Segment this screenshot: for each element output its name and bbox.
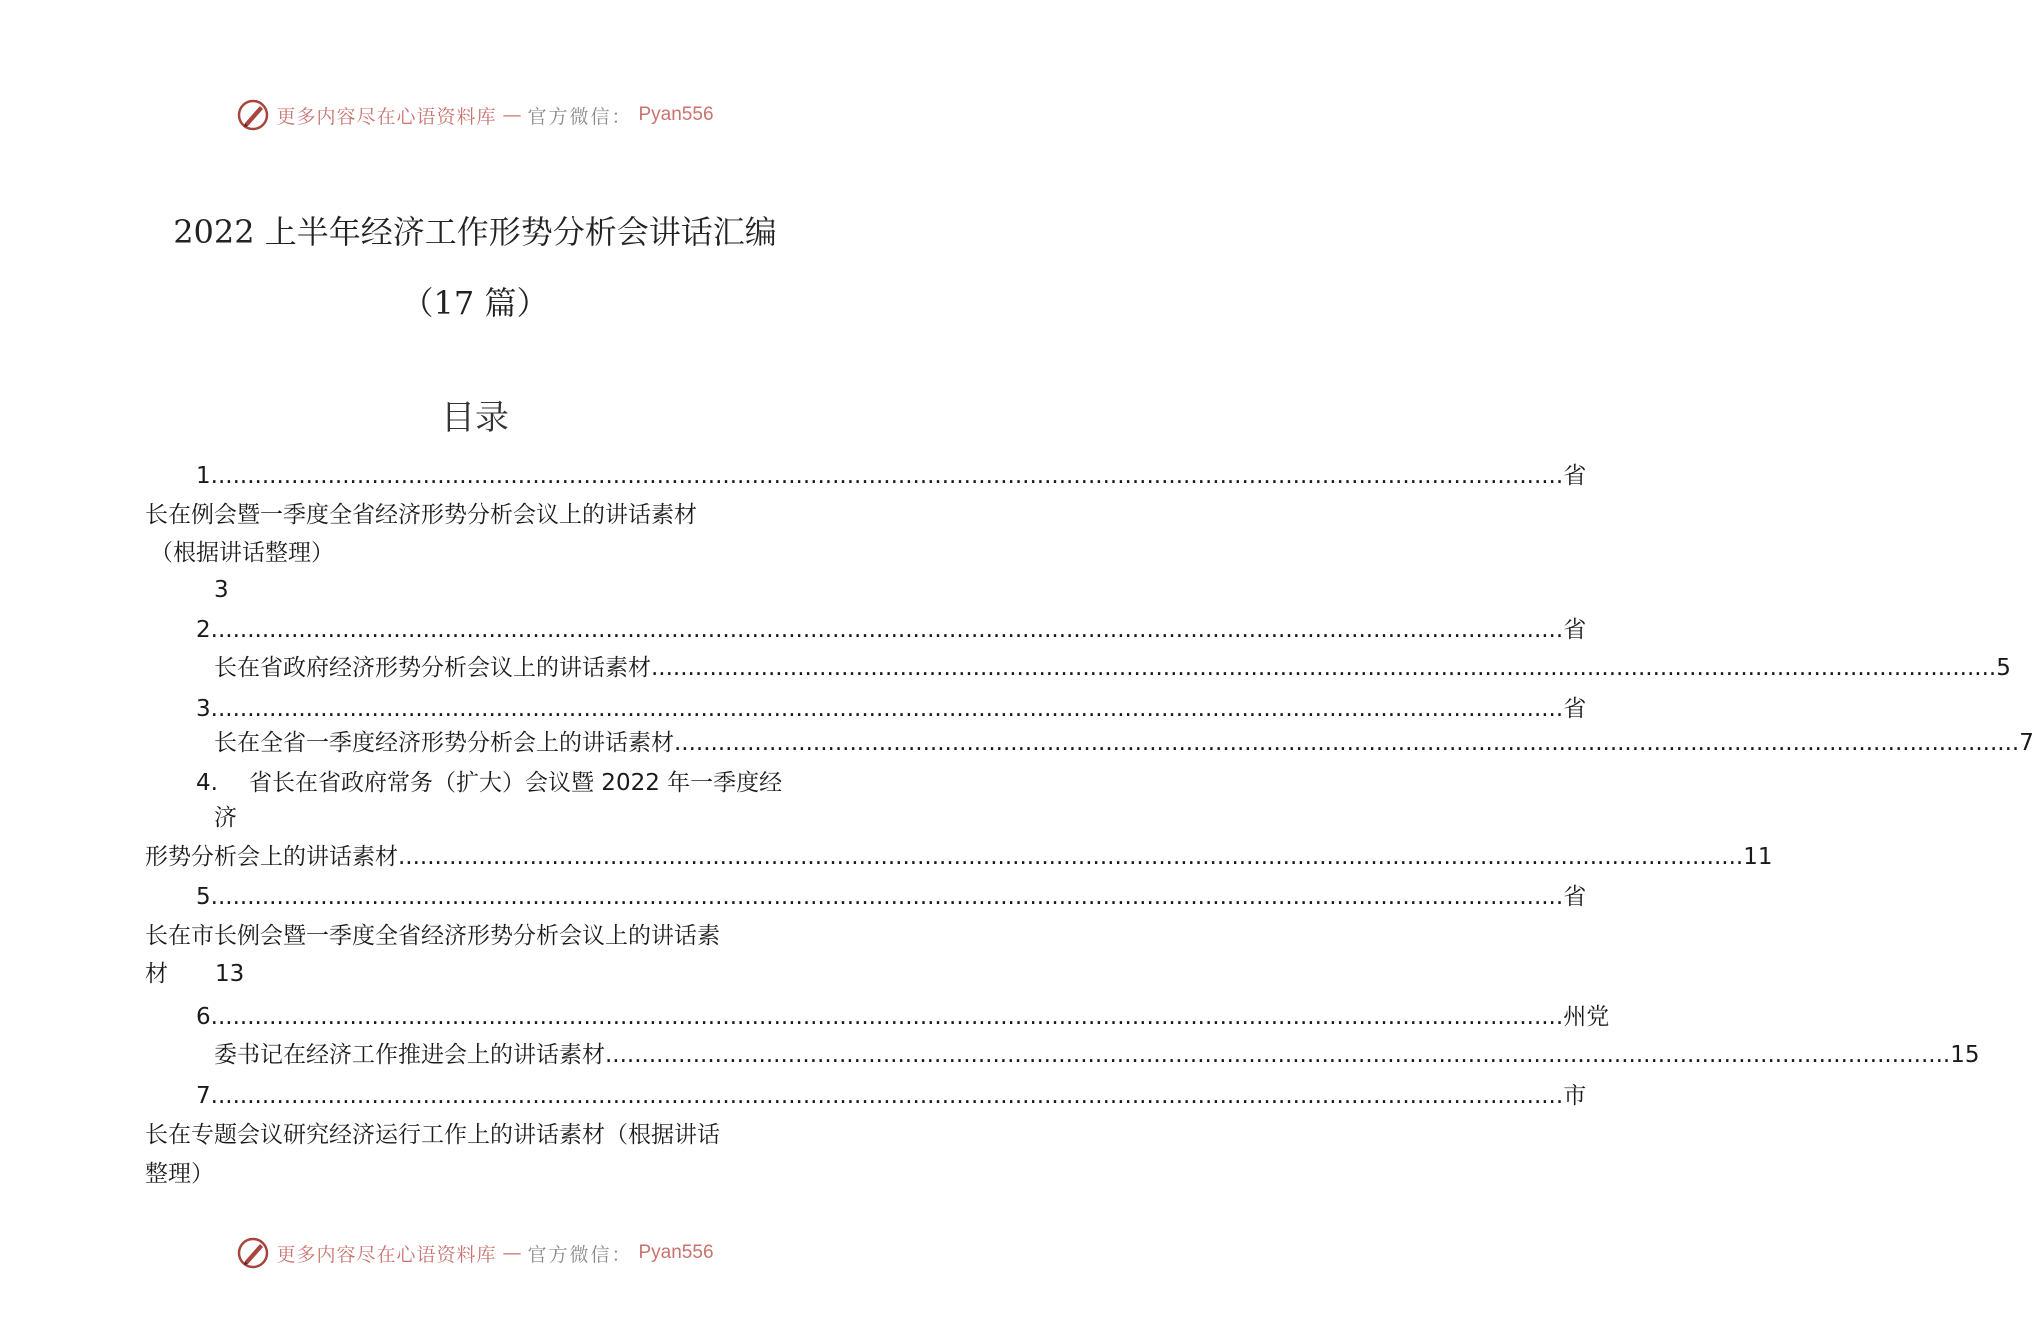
toc-entry-7-dots: ........................................................................................................................................................................................ (217, 1083, 1564, 1109)
toc-entry-6-text: 委书记在经济工作推进会上的讲话素材 (214, 1042, 605, 1068)
toc-entry-3-number: 3. (196, 696, 218, 722)
toc-entry-6-body[interactable] (214, 1040, 1980, 1070)
pen-logo-icon (236, 98, 270, 132)
toc-entry-2-body-dots: ........................................................................................................................................................................................ (651, 655, 1997, 681)
toc-entry-2-page: 5 (1996, 655, 2011, 681)
toc-entry-5-dots: ........................................................................................................................................................................................ (217, 884, 1564, 910)
watermark-banner-bottom (0, 1233, 950, 1273)
toc-entry-1-text[interactable]: 长在例会暨一季度全省经济形势分析会议上的讲话素材 (145, 502, 697, 528)
toc-entry-3-lead[interactable] (196, 694, 1587, 724)
toc-entry-4-body-dots: ........................................................................................................................................................................................ (398, 844, 1744, 870)
toc-entry-1-number: 1. (196, 463, 218, 489)
banner-text: 更多内容尽在心语资料库 (276, 105, 497, 128)
toc-entry-3-tail: 省 (1563, 696, 1587, 722)
toc-entry-1-note: （根据讲话整理） (150, 540, 334, 566)
toc-entry-2-body[interactable] (214, 653, 2011, 683)
toc-entry-2-number: 2. (196, 617, 218, 643)
toc-entry-6-lead[interactable] (196, 1002, 1610, 1032)
toc-entry-6-page: 15 (1950, 1042, 1980, 1068)
banner-separator: — (502, 104, 522, 126)
document-subtitle: （17 篇） (401, 284, 549, 322)
toc-entry-5-text-end: 材 (145, 961, 168, 987)
toc-heading: 目录 (441, 398, 509, 438)
toc-entry-7-number: 7. (196, 1083, 218, 1109)
toc-entry-2-lead[interactable] (196, 615, 1587, 645)
toc-entry-4-text[interactable]: 省长在省政府常务（扩大）会议暨 2022 年一季度经 (249, 770, 783, 796)
toc-entry-1-dots: ........................................................................................................................................................................................ (217, 463, 1564, 489)
toc-entry-1-lead[interactable] (196, 461, 1587, 491)
toc-entry-2-dots: ........................................................................................................................................................................................ (217, 617, 1564, 643)
toc-entry-5-page: 13 (215, 961, 245, 987)
toc-entry-4-body[interactable] (145, 842, 1773, 872)
toc-entry-6-body-dots: ........................................................................................................................................................................................ (605, 1042, 1951, 1068)
toc-entry-6-number: 6. (196, 1004, 218, 1030)
toc-entry-5-number: 5. (196, 884, 218, 910)
toc-entry-5-text[interactable]: 长在市长例会暨一季度全省经济形势分析会议上的讲话素 (145, 923, 720, 949)
toc-entry-3-page: 7 (2019, 730, 2034, 756)
banner-text: 更多内容尽在心语资料库 (276, 1243, 497, 1266)
toc-entry-6-tail: 州党 (1563, 1004, 1610, 1030)
pen-logo-icon (236, 1236, 270, 1270)
document-title: 2022 上半年经济工作形势分析会讲话汇编 (173, 213, 777, 251)
toc-entry-7-text-end: 整理） (145, 1161, 214, 1187)
toc-entry-4-page: 11 (1743, 844, 1773, 870)
toc-entry-4-text-cont: 济 (214, 805, 237, 831)
banner-wechat-label: 官方微信： (527, 1243, 633, 1266)
banner-wechat-label: 官方微信： (527, 105, 633, 128)
toc-entry-1-tail: 省 (1563, 463, 1587, 489)
watermark-banner-top (0, 95, 950, 135)
toc-entry-7-tail: 市 (1563, 1083, 1587, 1109)
toc-entry-5-tail: 省 (1563, 884, 1587, 910)
toc-entry-4-number: 4. (196, 770, 218, 796)
toc-entry-6-dots: ........................................................................................................................................................................................ (217, 1004, 1564, 1030)
banner-wechat-id: Pyan556 (638, 1242, 714, 1263)
toc-entry-3-body[interactable] (214, 728, 2034, 758)
toc-entry-5-lead[interactable] (196, 882, 1587, 912)
toc-entry-7-text[interactable]: 长在专题会议研究经济运行工作上的讲话素材（根据讲话 (145, 1122, 720, 1148)
toc-entry-3-body-dots: ........................................................................................................................................................................................ (674, 730, 2020, 756)
banner-separator: — (502, 1242, 522, 1264)
toc-entry-7-lead[interactable] (196, 1081, 1587, 1111)
toc-entry-4-text-end: 形势分析会上的讲话素材 (145, 844, 398, 870)
toc-entry-2-tail: 省 (1563, 617, 1587, 643)
toc-entry-3-dots: ........................................................................................................................................................................................ (217, 696, 1564, 722)
toc-entry-1-page: 3 (214, 577, 229, 603)
toc-entry-3-text: 长在全省一季度经济形势分析会上的讲话素材 (214, 730, 674, 756)
banner-wechat-id: Pyan556 (638, 104, 714, 125)
toc-entry-2-text: 长在省政府经济形势分析会议上的讲话素材 (214, 655, 651, 681)
